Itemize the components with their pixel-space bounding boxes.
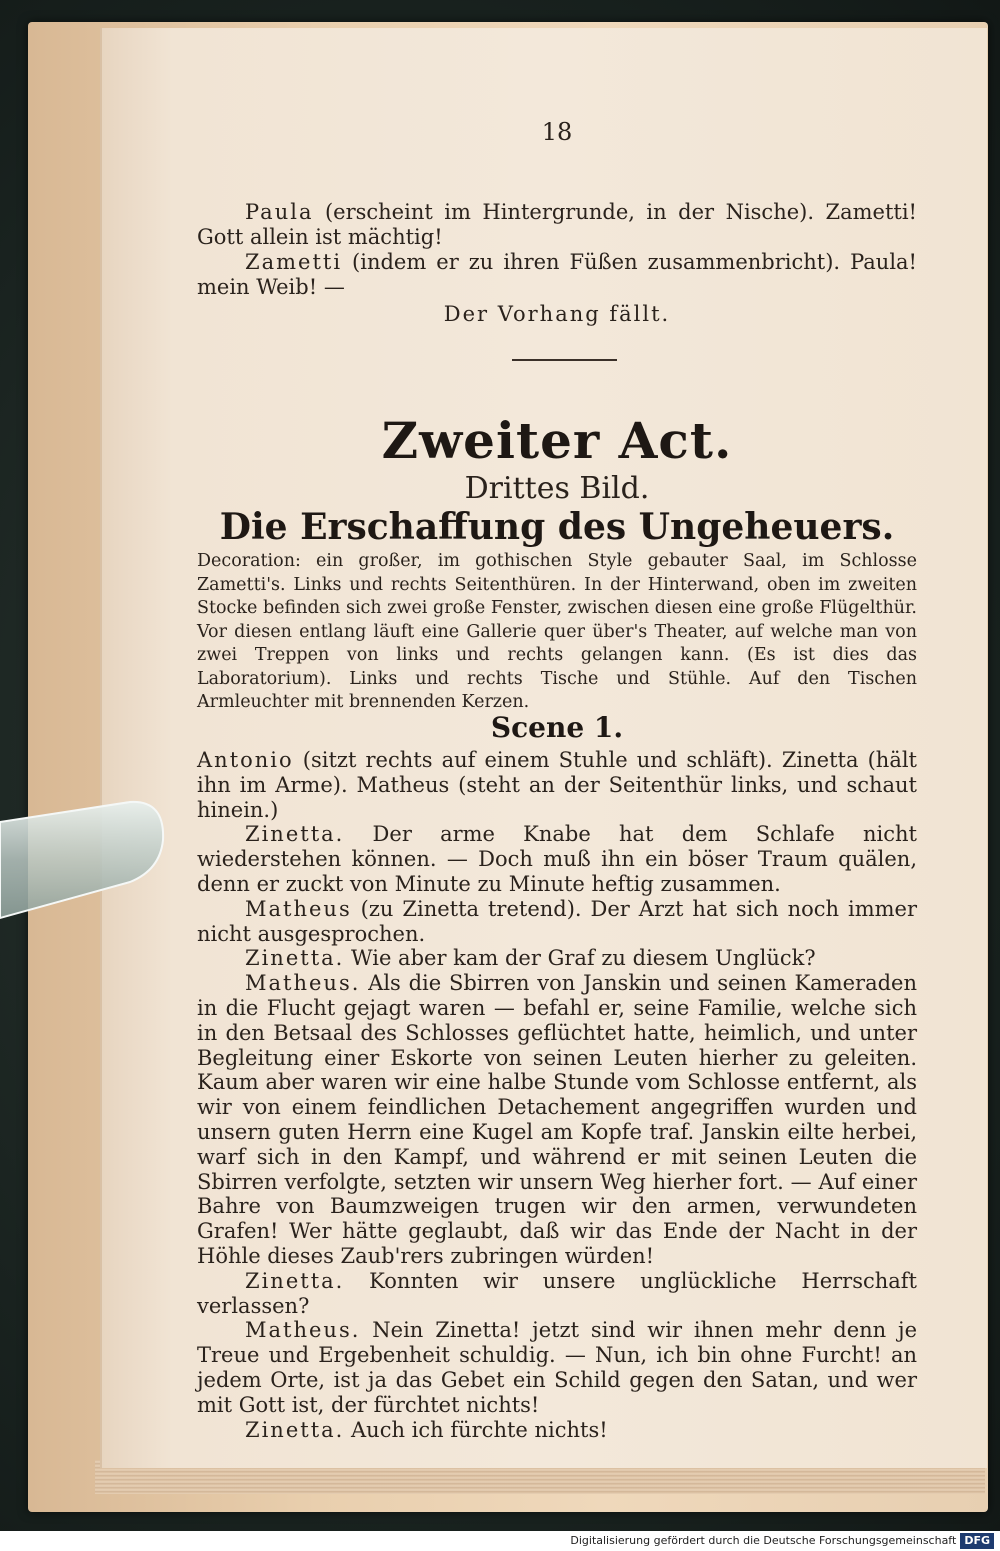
speaker: Zinetta.	[245, 1268, 345, 1293]
speaker: Matheus.	[245, 971, 361, 996]
book-page	[100, 28, 987, 1468]
stage-direction	[197, 550, 917, 715]
top-text-block	[197, 200, 917, 327]
paragraph-text: (sitzt rechts auf einem Stuhle und schläft). Zinetta (hält ihn im Arme). Matheus (steht an der Seitenthür links, und schaut hinein.)	[197, 748, 917, 822]
speaker: Matheus.	[245, 1318, 361, 1343]
picture-subtitle: Die Erschaffung des Ungeheuers.	[219, 506, 895, 548]
curtain-line: Der Vorhang fällt.	[443, 302, 671, 326]
decoration-text: Decoration: ein großer, im gothischen Style gebauter Saal, im Schlosse Zametti's. Links und rechts Seitenthüren. In der Hinterwand, oben im zweiten Stocke befinden sich zwei große Fenster, zwischen diesen eine große Flügelthür. Vor diesen entlang läuft eine Gallerie quer über's Theater, auf welche man von zwei Treppen von links und rechts gelangen kann. (Es ist dies das Laboratorium). Links und rechts Tische und Stühle. Auf den Tischen Armleuchter mit brennenden Kerzen.	[197, 551, 917, 712]
speaker: Matheus	[245, 896, 352, 921]
paragraph-text: Als die Sbirren von Janskin und seinen Kameraden in die Flucht gejagt waren — befahl er, seine Familie, welche sich in den Betsaal des Schlosses geflüchtet hatte, heimlich, und unter Begleitung einer Eskorte von seinen Leuten hierher zu geleiten. Kaum aber waren wir eine halbe Stunde vom Schlosse entfernt, als wir von einem feindlichen Detachement angegriffen wurden und unsern guten Herrn eine Kugel am Kopfe traf. Janskin eilte herbei, warf sich in den Kampf, und während er mit seinen Leuten die Sbirren verfolgte, setzten wir unsern Weg hierher fort. — Auf einer Bahre von Baumzweigen trugen wir den armen, verwundeten Grafen! Wer hätte geglaubt, daß wir das Ende der Nacht in der Höhle dieses Zaub'rers zubringen würden!	[197, 971, 917, 1268]
paragraph	[197, 200, 917, 250]
speaker: Zinetta.	[245, 946, 345, 971]
speaker: Zinetta.	[245, 822, 345, 847]
divider-rule	[512, 359, 617, 361]
scene-paragraph	[197, 1418, 917, 1443]
speaker: Zametti	[245, 250, 343, 274]
speaker: Paula	[245, 200, 314, 224]
scene-body	[197, 748, 917, 1442]
scene-title: Scene 1.	[490, 711, 624, 744]
paragraph-text: (indem er zu ihren Füßen zusammenbricht). Paula! mein Weib! —	[197, 250, 917, 299]
paragraph	[197, 250, 917, 300]
scene-paragraph	[197, 748, 917, 822]
page-number: 18	[541, 118, 573, 146]
paragraph-text: Nein Zinetta! jetzt sind wir ihnen mehr denn je Treue und Ergebenheit schuldig. — Nun, ich bin ohne Furcht! an jedem Orte, ist ja das Gebet ein Schild gegen den Satan, und wer mit Gott ist, der fürchtet nichts!	[197, 1318, 917, 1417]
scene-paragraph	[197, 971, 917, 1269]
paragraph-text: Auch ich fürchte nichts!	[344, 1417, 608, 1442]
scene-paragraph	[197, 897, 917, 947]
scene-paragraph	[197, 946, 917, 971]
scene-paragraph	[197, 822, 917, 896]
dfg-logo: DFG	[960, 1533, 994, 1549]
picture-title: Drittes Bild.	[464, 471, 650, 506]
act-title: Zweiter Act.	[381, 411, 733, 470]
footer-text: Digitalisierung gefördert durch die Deutsche Forschungsgemeinschaft	[570, 1534, 957, 1547]
paragraph-text: (zu Zinetta tretend). Der Arzt hat sich noch immer nicht ausgesprochen.	[197, 896, 917, 946]
paragraph-text: Wie aber kam der Graf zu diesem Unglück?	[344, 946, 816, 971]
speaker: Zinetta.	[245, 1417, 345, 1442]
footer-bar	[0, 1531, 1000, 1551]
speaker: Antonio	[197, 748, 294, 772]
scene-paragraph	[197, 1269, 917, 1319]
scene-paragraph	[197, 1318, 917, 1417]
paragraph-text: (erscheint im Hintergrunde, in der Nische). Zametti! Gott allein ist mächtig!	[197, 200, 917, 249]
paragraph-text: Der arme Knabe hat dem Schlafe nicht wiederstehen können. — Doch muß ihn ein böser Traum quälen, denn er zuckt von Minute zu Minute heftig zusammen.	[197, 822, 917, 896]
paragraph-text: Konnten wir unsere unglückliche Herrschaft verlassen?	[197, 1268, 917, 1318]
glass-clip	[0, 800, 165, 920]
